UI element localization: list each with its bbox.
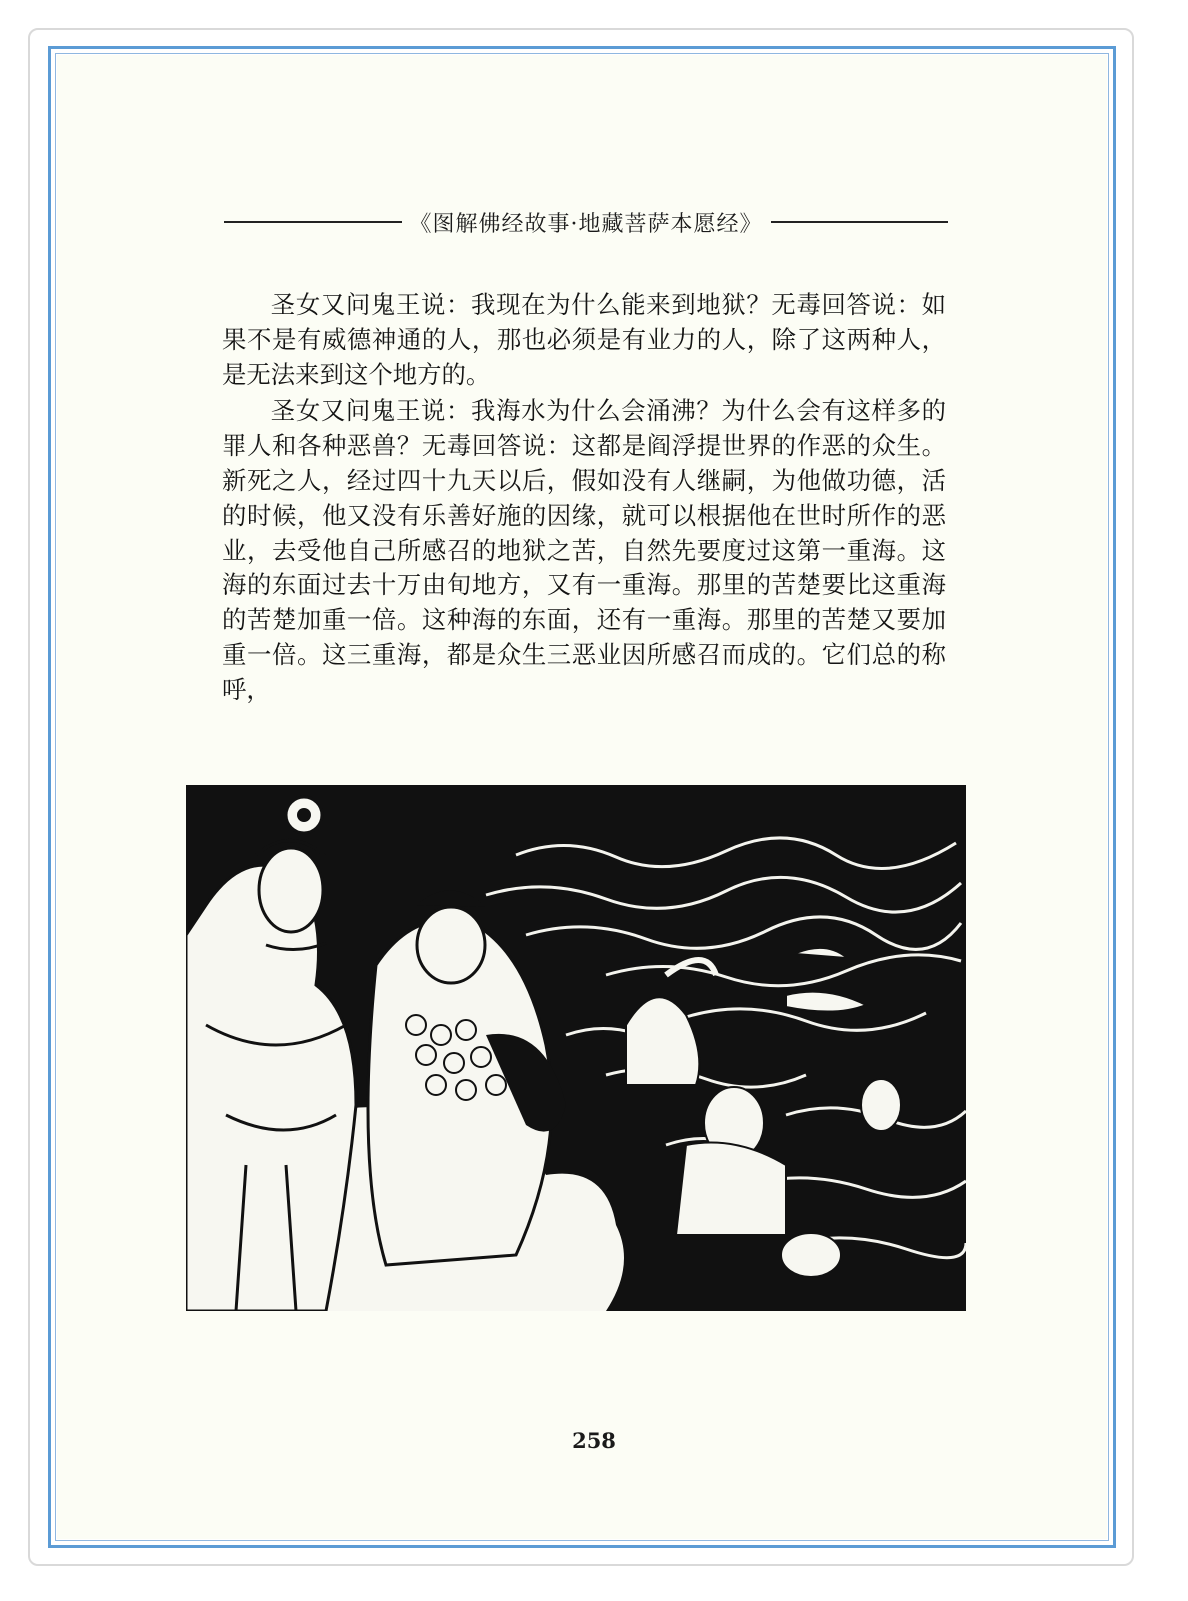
paragraph: 圣女又问鬼王说：我海水为什么会涌沸？为什么会有这样多的罪人和各种恶兽？无毒回答说：这都是阎浮提世界的作恶的众生。新死之人，经过四十九天以后，假如没有人继嗣，为他做功德，活的时候，他又没有乐善好施的因缘，就可以根据他在世时所作的恶业，去受他自己所感召的地狱之苦，自然先要度过这第一重海。这海的东面过去十万由旬地方，又有一重海。那里的苦楚要比这重海的苦楚加重一倍。这种海的东面，还有一重海。那里的苦楚又要加重一倍。这三重海，都是众生三恶业因所感召而成的。它们总的称呼， — [222, 396, 946, 704]
running-header — [224, 205, 948, 239]
woodcut-illustration — [186, 785, 966, 1311]
body-text — [222, 288, 946, 710]
header-rule-right — [771, 221, 949, 223]
book-title: 《图解佛经故事·地藏菩萨本愿经》 — [409, 211, 763, 237]
sea-of-hell-illustration — [186, 785, 966, 1311]
header-rule-left — [224, 221, 402, 223]
page-number: 258 — [572, 1428, 616, 1453]
paragraph: 圣女又问鬼王说：我现在为什么能来到地狱？无毒回答说：如果不是有威德神通的人，那也必须是有业力的人，除了这两种人，是无法来到这个地方的。 — [222, 290, 946, 389]
